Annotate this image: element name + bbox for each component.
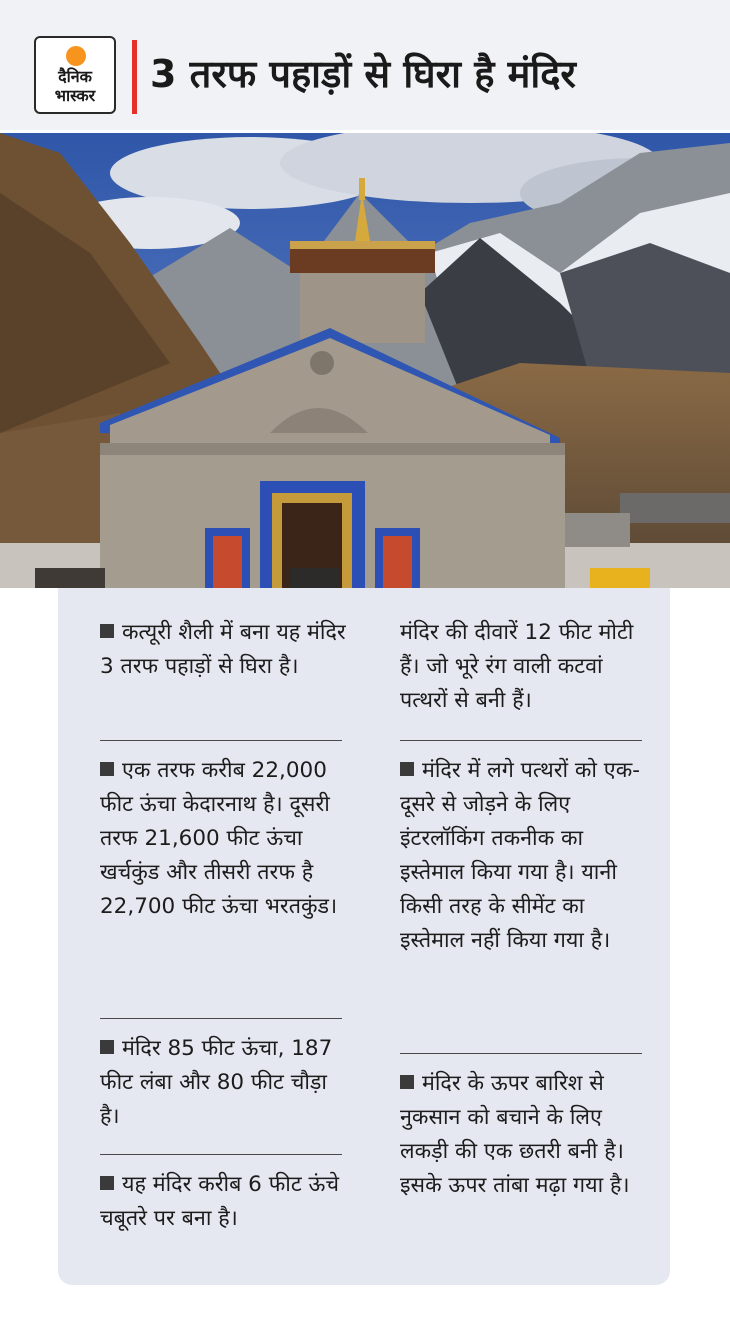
fact-text: एक तरफ करीब 22,000 फीट ऊंचा केदारनाथ है। दूसरी तरफ 21,600 फीट ऊंचा खर्चकुंड और तीसरी तरफ है 22,700 फीट ऊंचा भरतकुंड। bbox=[100, 758, 338, 919]
fact-text: मंदिर की दीवारें 12 फीट मोटी हैं। जो भूरे रंग वाली कटवां पत्थरों से बनी हैं। bbox=[400, 620, 634, 713]
fact-item bbox=[100, 616, 352, 684]
dainik-bhaskar-logo bbox=[34, 36, 116, 114]
fact-item bbox=[100, 1032, 352, 1134]
title-divider bbox=[132, 40, 137, 114]
fact-text: कत्यूरी शैली में बना यह मंदिर 3 तरफ पहाड़ों से घिरा है। bbox=[100, 620, 346, 679]
sun-icon bbox=[66, 46, 86, 66]
fact-item bbox=[400, 754, 652, 958]
square-bullet-icon bbox=[100, 762, 114, 776]
fact-item bbox=[100, 754, 352, 924]
fact-text: यह मंदिर करीब 6 फीट ऊंचे चबूतरे पर बना है। bbox=[100, 1172, 340, 1231]
fact-text: मंदिर में लगे पत्थरों को एक-दूसरे से जोड़ने के लिए इंटरलॉकिंग तकनीक का इस्तेमाल किया गया है। यानी किसी तरह के सीमेंट का इस्तेमाल नहीं किया गया है। bbox=[400, 758, 640, 953]
divider bbox=[400, 740, 642, 741]
kedarnath-temple-photo bbox=[0, 133, 730, 588]
square-bullet-icon bbox=[100, 624, 114, 638]
logo-line-1: दैनिक bbox=[58, 67, 92, 86]
fact-text: मंदिर के ऊपर बारिश से नुकसान को बचाने के लिए लकड़ी की एक छतरी बनी है। इसके ऊपर तांबा मढ़ा गया है। bbox=[400, 1071, 630, 1198]
square-bullet-icon bbox=[400, 762, 414, 776]
fact-text: मंदिर 85 फीट ऊंचा, 187 फीट लंबा और 80 फीट चौड़ा है। bbox=[100, 1036, 333, 1129]
square-bullet-icon bbox=[400, 1075, 414, 1089]
facts-card bbox=[58, 588, 670, 1285]
fact-item bbox=[400, 1067, 652, 1203]
divider bbox=[100, 1154, 342, 1155]
square-bullet-icon bbox=[100, 1040, 114, 1054]
divider bbox=[400, 1053, 642, 1054]
fact-item bbox=[400, 616, 652, 718]
divider bbox=[100, 740, 342, 741]
divider bbox=[100, 1018, 342, 1019]
header bbox=[0, 0, 730, 130]
page-title: 3 तरफ पहाड़ों से घिरा है मंदिर bbox=[150, 52, 576, 96]
square-bullet-icon bbox=[100, 1176, 114, 1190]
logo-line-2: भास्कर bbox=[54, 86, 96, 105]
fact-item bbox=[100, 1168, 352, 1236]
